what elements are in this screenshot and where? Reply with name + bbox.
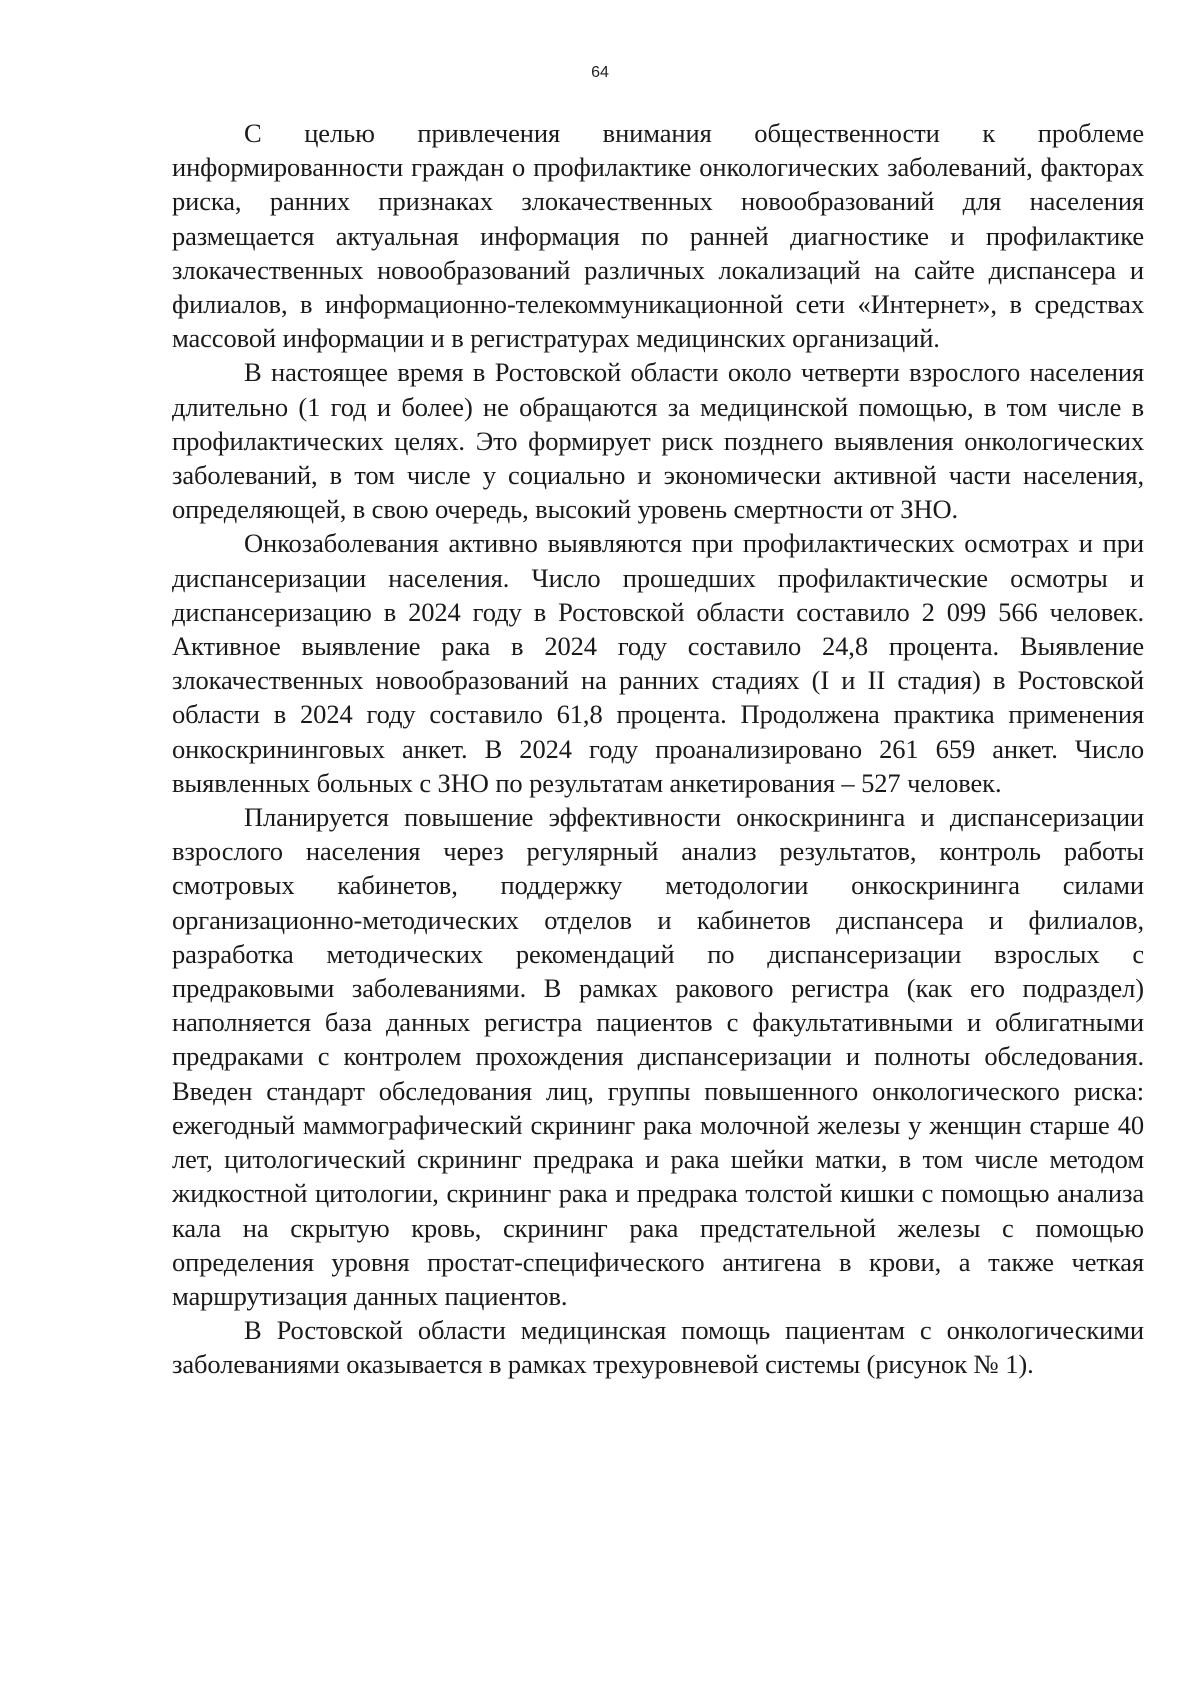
document-body	[172, 116, 1144, 1382]
paragraph-screening-stats: Онкозаболевания активно выявляются при профилактических осмотрах и при диспансеризации населения. Число прошедших профилактические осмотры и диспансеризацию в 2024 году в Ростовской области составило 2 099 566 человек. Активное выявление рака в 2024 году составило 24,8 процента. Выявление злокачественных новообразований на ранних стадиях (I и II стадия) в Ростовской области в 2024 году составило 61,8 процента. Продолжена практика применения онкоскрининговых анкет. В 2024 году проанализировано 261 659 анкет. Число выявленных больных с ЗНО по результатам анкетирования – 527 человек.	[172, 528, 1144, 798]
page-number: 64	[591, 64, 609, 81]
paragraph-screening-plans: Планируется повышение эффективности онкоскрининга и диспансеризации взрослого населения через регулярный анализ результатов, контроль работы смотровых кабинетов, поддержку методологии онкоскрининга силами организационно-методических отделов и кабинетов диспансера и филиалов, разработка методических рекомендаций по диспансеризации взрослых с предраковыми заболеваниями. В рамках ракового регистра (как его подраздел) наполняется база данных регистра пациентов с факультативными и облигатными предраками с контролем прохождения диспансеризации и полноты обследования. Введен стандарт обследования лиц, группы повышенного онкологического риска: ежегодный маммографический скрининг рака молочной железы у женщин старше 40 лет, цитологический скрининг предрака и рака шейки матки, в том числе методом жидкостной цитологии, скрининг рака и предрака толстой кишки с помощью анализа кала на скрытую кровь, скрининг рака предстательной железы с помощью определения уровня простат-специфического антигена в крови, а также четкая маршрутизация данных пациентов.	[172, 802, 1144, 1311]
paragraph-population-care: В настоящее время в Ростовской области около четверти взрослого населения длительно (1 год и более) не обращаются за медицинской помощью, в том числе в профилактических целях. Это формирует риск позднего выявления онкологических заболеваний, в том числе у социально и экономически активной части населения, определяющей, в свою очередь, высокий уровень смертности от ЗНО.	[172, 357, 1144, 525]
paragraph-awareness: С целью привлечения внимания общественности к проблеме информированности граждан о профилактике онкологических заболеваний, факторах риска, ранних признаках злокачественных новообразований для населения размещается актуальная информация по ранней диагностике и профилактике злокачественных новообразований различных локализаций на сайте диспансера и филиалов, в информационно-телекоммуникационной сети «Интернет», в средствах массовой информации и в регистратурах медицинских организаций.	[172, 118, 1144, 354]
paragraph-three-level-system: В Ростовской области медицинская помощь пациентам с онкологическими заболеваниями оказывается в рамках трехуровневой системы (рисунок № 1).	[172, 1315, 1144, 1380]
